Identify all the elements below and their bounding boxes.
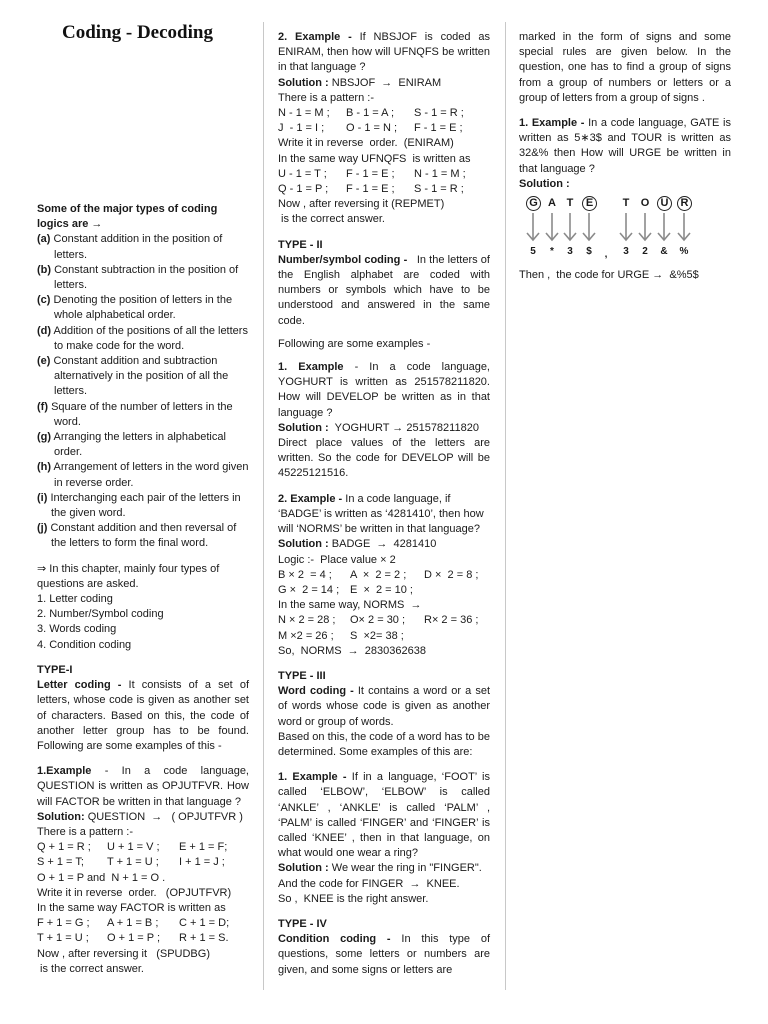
page-title: Coding - Decoding (62, 22, 213, 43)
working-line: In the same way, NORMS → (278, 599, 422, 612)
ex2-question: 2. Example - If NBSJOF is coded as ENIRAM, then how will UFNQFS be written in that language ? (278, 31, 490, 74)
working-line: Write it in reverse order. (OPJUTFVR) (37, 886, 232, 899)
equation-row (278, 121, 490, 136)
code-symbol: 2 (642, 246, 648, 258)
working-line: There is a pattern :- (37, 825, 133, 838)
column-divider (505, 22, 506, 990)
logic-item: (c) Denoting the position of letters in the whole alphabetical order. (37, 294, 233, 322)
equation: J - 1 = I ; (278, 122, 325, 135)
equation-row (278, 568, 490, 583)
equation-row (37, 840, 249, 855)
column-1 (37, 202, 249, 977)
question-type-item: 1. Letter coding (37, 593, 113, 606)
column-3 (519, 30, 731, 283)
equation: F - 1 = E ; (346, 167, 395, 180)
letter: O (640, 197, 650, 210)
logic-item: (a) Constant addition in the position of letters. (37, 233, 223, 261)
down-arrow-icon (618, 213, 634, 243)
equation: I + 1 = J ; (179, 856, 225, 869)
logic-item: (g) Arranging the letters in alphabetical order. (37, 431, 226, 459)
ex1-question: 1.Example - In a code language, QUESTION is written as OPJUTFVR. How will FACTOR be written in that language ? (37, 765, 249, 808)
logic-item: (d) Addition of the positions of all the letters to make code for the word. (37, 324, 248, 352)
down-arrow-icon (637, 213, 653, 243)
type2-following: Following are some examples - (278, 337, 431, 350)
equation: N - 1 = M ; (414, 167, 466, 180)
t4ex1-solution-label: Solution : (519, 177, 570, 190)
working-line: There is a pattern :- (278, 91, 374, 104)
type3-description-2: Based on this, the code of a word has to be determined. Some examples of this are: (278, 730, 490, 758)
equation: N - 1 = M ; (278, 107, 330, 120)
equation: T + 1 = U ; (37, 932, 89, 945)
working-line: O + 1 = P and N + 1 = O . (37, 871, 166, 884)
chapter-note: ⇒ In this chapter, mainly four types of questions are asked. (37, 562, 220, 590)
column-2 (278, 30, 494, 978)
code-symbol: 3 (567, 246, 573, 258)
t4ex1-question: 1. Example - In a code language, GATE is written as 5∗3$ and TOUR is written as 32&% then How will URGE be written in that language ? (519, 117, 731, 175)
code-symbol: 3 (623, 246, 629, 258)
down-arrow-icon (525, 213, 541, 243)
type4-continued: marked in the form of signs and some special rules are given below. In the question, one has to find a group of signs from a group of numbers or letters or a group of letters from a group of signs . (519, 31, 731, 104)
t2ex2-solution: Solution : BADGE → 4281410 (278, 538, 437, 551)
equation-row (278, 629, 490, 644)
equation-row (278, 613, 490, 628)
question-type-item: 4. Condition coding (37, 638, 132, 651)
equation: A + 1 = B ; (107, 917, 159, 930)
equation-row (37, 916, 249, 931)
equation-row (278, 182, 490, 197)
equation: Q - 1 = P ; (278, 183, 329, 196)
type4-heading: TYPE - IV (278, 917, 327, 930)
down-arrow-icon (581, 213, 597, 243)
column-divider (263, 22, 264, 990)
equation-row (278, 167, 490, 182)
equation: F - 1 = E ; (346, 183, 395, 196)
t2ex1-solution: Solution : YOGHURT → 251578211820 (278, 421, 479, 434)
ex2-working (278, 91, 490, 228)
equation (424, 629, 490, 644)
coding-diagram (519, 196, 731, 268)
working-line: Logic :- Place value × 2 (278, 553, 396, 566)
down-arrow-icon (656, 213, 672, 243)
t3ex1-working (278, 877, 490, 907)
equation: M ×2 = 26 ; (278, 629, 334, 642)
down-arrow-icon (544, 213, 560, 243)
equation: R + 1 = S. (179, 932, 229, 945)
type3-description: Word coding - It contains a word or a set of words whose code is given as another word or group of words. (278, 685, 490, 728)
equation: O + 1 = P ; (107, 932, 160, 945)
t3ex1-question: 1. Example - If in a language, ‘FOOT’ is called ‘ELBOW’, ‘ELBOW’ is called ‘ANKLE’ , ‘ANKLE’ is called ‘PALM’ , ‘PALM’ is called ‘FINGER’ and ‘FINGER’ is called ‘KNEE’ , then in that language, on what would one wear a ring? (278, 771, 490, 860)
ex1-working (37, 825, 249, 977)
logic-item: (f) Square of the number of letters in the word. (37, 400, 233, 428)
t2ex2-working (278, 553, 490, 659)
equation: B - 1 = A ; (346, 107, 395, 120)
working-line: is the correct answer. (37, 962, 144, 975)
t4ex1-conclusion: Then , the code for URGE → &%5$ (519, 269, 699, 282)
t2ex1-explanation: Direct place values of the letters are written. So the code for DEVELOP will be 45225121516. (278, 437, 490, 480)
equation: G × 2 = 14 ; (278, 583, 340, 596)
working-line: And the code for FINGER → KNEE. (278, 877, 460, 890)
type3-heading: TYPE - III (278, 669, 326, 682)
equation-row (278, 583, 490, 598)
equation: S - 1 = R ; (414, 183, 464, 196)
down-arrow-icon (562, 213, 578, 243)
equation: S + 1 = T; (37, 856, 84, 869)
ex2-solution: Solution : NBSJOF → ENIRAM (278, 76, 442, 89)
code-symbol: $ (586, 246, 592, 258)
working-line: So, NORMS → 2830362638 (278, 644, 426, 657)
working-line: Write it in reverse order. (ENIRAM) (278, 137, 454, 150)
type4-description: Condition coding - In this type of questions, some letters or numbers are given, and some signs or letters are (278, 933, 490, 976)
t3ex1-solution: Solution : We wear the ring in "FINGER". (278, 862, 482, 875)
equation: C + 1 = D; (179, 917, 230, 930)
logics-list (37, 232, 249, 551)
logic-item: (i) Interchanging each pair of the letters in the given word. (37, 491, 241, 520)
equation: T + 1 = U ; (107, 856, 159, 869)
logic-item: (e) Constant addition and subtraction alternatively in the position of all the letters. (37, 355, 229, 398)
equation (424, 583, 490, 598)
equation: N × 2 = 28 ; (278, 614, 336, 627)
types-list (37, 592, 249, 653)
type2-heading: TYPE - II (278, 238, 323, 251)
working-line: So , KNEE is the right answer. (278, 892, 429, 905)
equation: B × 2 = 4 ; (278, 568, 332, 581)
equation-row (37, 855, 249, 870)
code-symbol: 5 (530, 246, 536, 258)
down-arrow-icon (676, 213, 692, 243)
type1-description: Letter coding - It consists of a set of letters, whose code is given as another set of characters. Based on this, the code of another letter group has to be found. Following are some examples of this - (37, 679, 250, 752)
equation: U - 1 = T ; (278, 167, 327, 180)
code-symbol: & (660, 246, 668, 258)
equation: R× 2 = 36 ; (424, 614, 479, 627)
equation: O - 1 = N ; (346, 122, 398, 135)
equation: A × 2 = 2 ; (350, 568, 407, 581)
equation: F + 1 = G ; (37, 917, 90, 930)
question-type-item: 2. Number/Symbol coding (37, 608, 164, 621)
logic-item: (b) Constant subtraction in the position of letters. (37, 263, 239, 292)
type2-description: Number/symbol coding - In the letters of the English alphabet are coded with numbers or symbols which have to be understood and answered in the same code. (278, 253, 494, 327)
equation: U + 1 = V ; (107, 841, 160, 854)
letter: A (548, 197, 556, 210)
logic-item: (h) Arrangement of letters in the word given in reverse order. (37, 461, 249, 489)
letter: T (566, 197, 574, 210)
working-line: In the same way UFNQFS is written as (278, 152, 471, 165)
equation: O× 2 = 30 ; (350, 614, 406, 627)
t2ex1-question: 1. Example - In a code language, YOGHURT is written as 251578211820. How will DEVELOP be written as in that language ? (278, 361, 490, 419)
working-line: In the same way FACTOR is written as (37, 901, 226, 914)
circled-letter: G (526, 196, 541, 211)
equation: E × 2 = 10 ; (350, 583, 413, 596)
equation: Q + 1 = R ; (37, 841, 91, 854)
question-type-item: 3. Words coding (37, 623, 117, 636)
letter: T (622, 197, 630, 210)
circled-letter: R (677, 196, 692, 211)
type1-heading: TYPE-I (37, 663, 73, 676)
code-symbol: % (679, 246, 689, 258)
logics-intro: Some of the major types of coding logics are → (37, 203, 218, 231)
equation-row (37, 931, 249, 946)
equation-row (278, 106, 490, 121)
circled-letter: E (582, 196, 597, 211)
ex1-solution: Solution: QUESTION → ( OPJUTFVR ) (37, 810, 243, 823)
working-line: Now , after reversing it (SPUDBG) (37, 947, 210, 960)
equation: S ×2= 38 ; (350, 629, 404, 642)
equation: E + 1 = F; (179, 841, 228, 854)
separator: , (604, 249, 608, 261)
circled-letter: U (657, 196, 672, 211)
working-line: is the correct answer. (278, 213, 385, 226)
equation: S - 1 = R ; (414, 107, 464, 120)
equation: D × 2 = 8 ; (424, 568, 479, 581)
equation: F - 1 = E ; (414, 122, 463, 135)
t2ex2-question: 2. Example - In a code language, if ‘BADGE’ is written as ‘4281410’, then how will ‘NORMS’ be written in that language? (278, 492, 484, 536)
working-line: Now , after reversing it (REPMET) (278, 198, 445, 211)
logic-item: (j) Constant addition and then reversal of the letters to form the final word. (37, 522, 237, 550)
code-symbol: * (550, 246, 554, 258)
